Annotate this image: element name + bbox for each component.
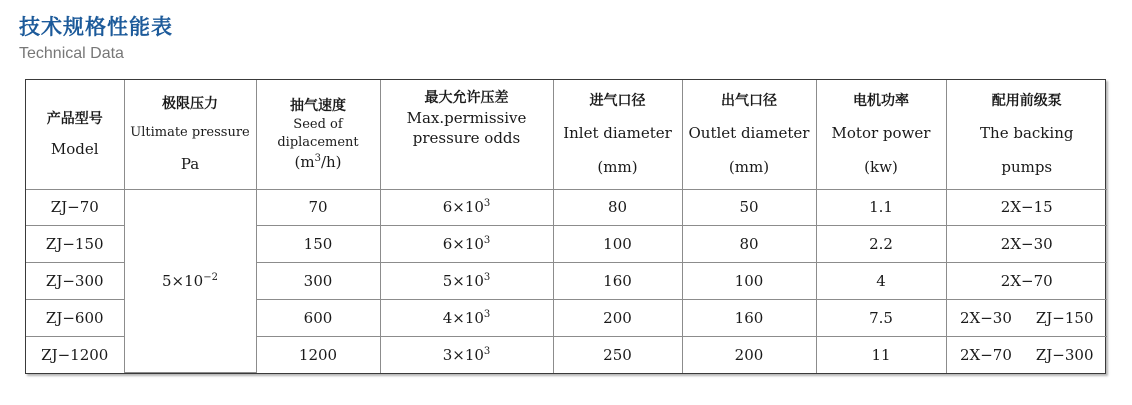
inlet-cell: 160 (553, 263, 682, 300)
outlet-cell: 50 (682, 189, 816, 226)
header-model: 产品型号 Model (26, 80, 124, 189)
pumps-cell: 2X−15 (946, 189, 1107, 226)
speed-cell: 300 (256, 263, 380, 300)
header-backing-pumps: 配用前级泵 The backing pumps (946, 80, 1107, 189)
page-title: 技术规格性能表 (19, 15, 173, 39)
inlet-cell: 100 (553, 226, 682, 263)
inlet-cell: 80 (553, 189, 682, 226)
pressure-diff-cell: $4\times 10^3$ (380, 300, 553, 337)
model-cell: ZJ−150 (26, 226, 124, 263)
speed-cell: 150 (256, 226, 380, 263)
speed-cell: 1200 (256, 337, 380, 373)
technical-data-table (25, 79, 1106, 374)
header-row (26, 80, 1107, 189)
header-outlet-diameter: 出气口径 Outlet diameter (mm) (682, 80, 816, 189)
pumps-cell: 2X−70 (946, 263, 1107, 300)
header-motor-power: 电机功率 Motor power (kw) (816, 80, 946, 189)
outlet-cell: 100 (682, 263, 816, 300)
model-cell: ZJ−1200 (26, 337, 124, 373)
power-cell: 7.5 (816, 300, 946, 337)
pumps-cell: 2X−30 (946, 226, 1107, 263)
pressure-diff-cell: $5\times 10^3$ (380, 263, 553, 300)
model-cell: ZJ−600 (26, 300, 124, 337)
header-pumping-speed: 抽气速度 Seed of diplacement $(m^3/h)$ (256, 80, 380, 189)
power-cell: 1.1 (816, 189, 946, 226)
pressure-diff-cell: $6\times 10^3$ (380, 189, 553, 226)
speed-cell: 70 (256, 189, 380, 226)
outlet-cell: 200 (682, 337, 816, 373)
model-cell: ZJ−70 (26, 189, 124, 226)
table-row (26, 189, 1107, 226)
inlet-cell: 200 (553, 300, 682, 337)
power-cell: 2.2 (816, 226, 946, 263)
pumps-cell: 2X−70 ZJ−300 (946, 337, 1107, 373)
model-cell: ZJ−300 (26, 263, 124, 300)
header-inlet-diameter: 进气口径 Inlet diameter (mm) (553, 80, 682, 189)
power-cell: 4 (816, 263, 946, 300)
header-ultimate-pressure: 极限压力 Ultimate pressure Pa (124, 80, 256, 189)
page-subtitle: Technical Data (19, 45, 124, 62)
outlet-cell: 160 (682, 300, 816, 337)
outlet-cell: 80 (682, 226, 816, 263)
power-cell: 11 (816, 337, 946, 373)
pressure-diff-cell: $6\times 10^3$ (380, 226, 553, 263)
speed-cell: 600 (256, 300, 380, 337)
header-max-pressure-difference: 最大允许压差 Max.permissive pressure odds (380, 80, 553, 189)
page-heading (19, 14, 173, 64)
pressure-diff-cell: $3\times 10^3$ (380, 337, 553, 373)
pumps-cell: 2X−30 ZJ−150 (946, 300, 1107, 337)
ultimate-pressure-cell: $5\times 10^{-2}$ (124, 189, 256, 373)
inlet-cell: 250 (553, 337, 682, 373)
